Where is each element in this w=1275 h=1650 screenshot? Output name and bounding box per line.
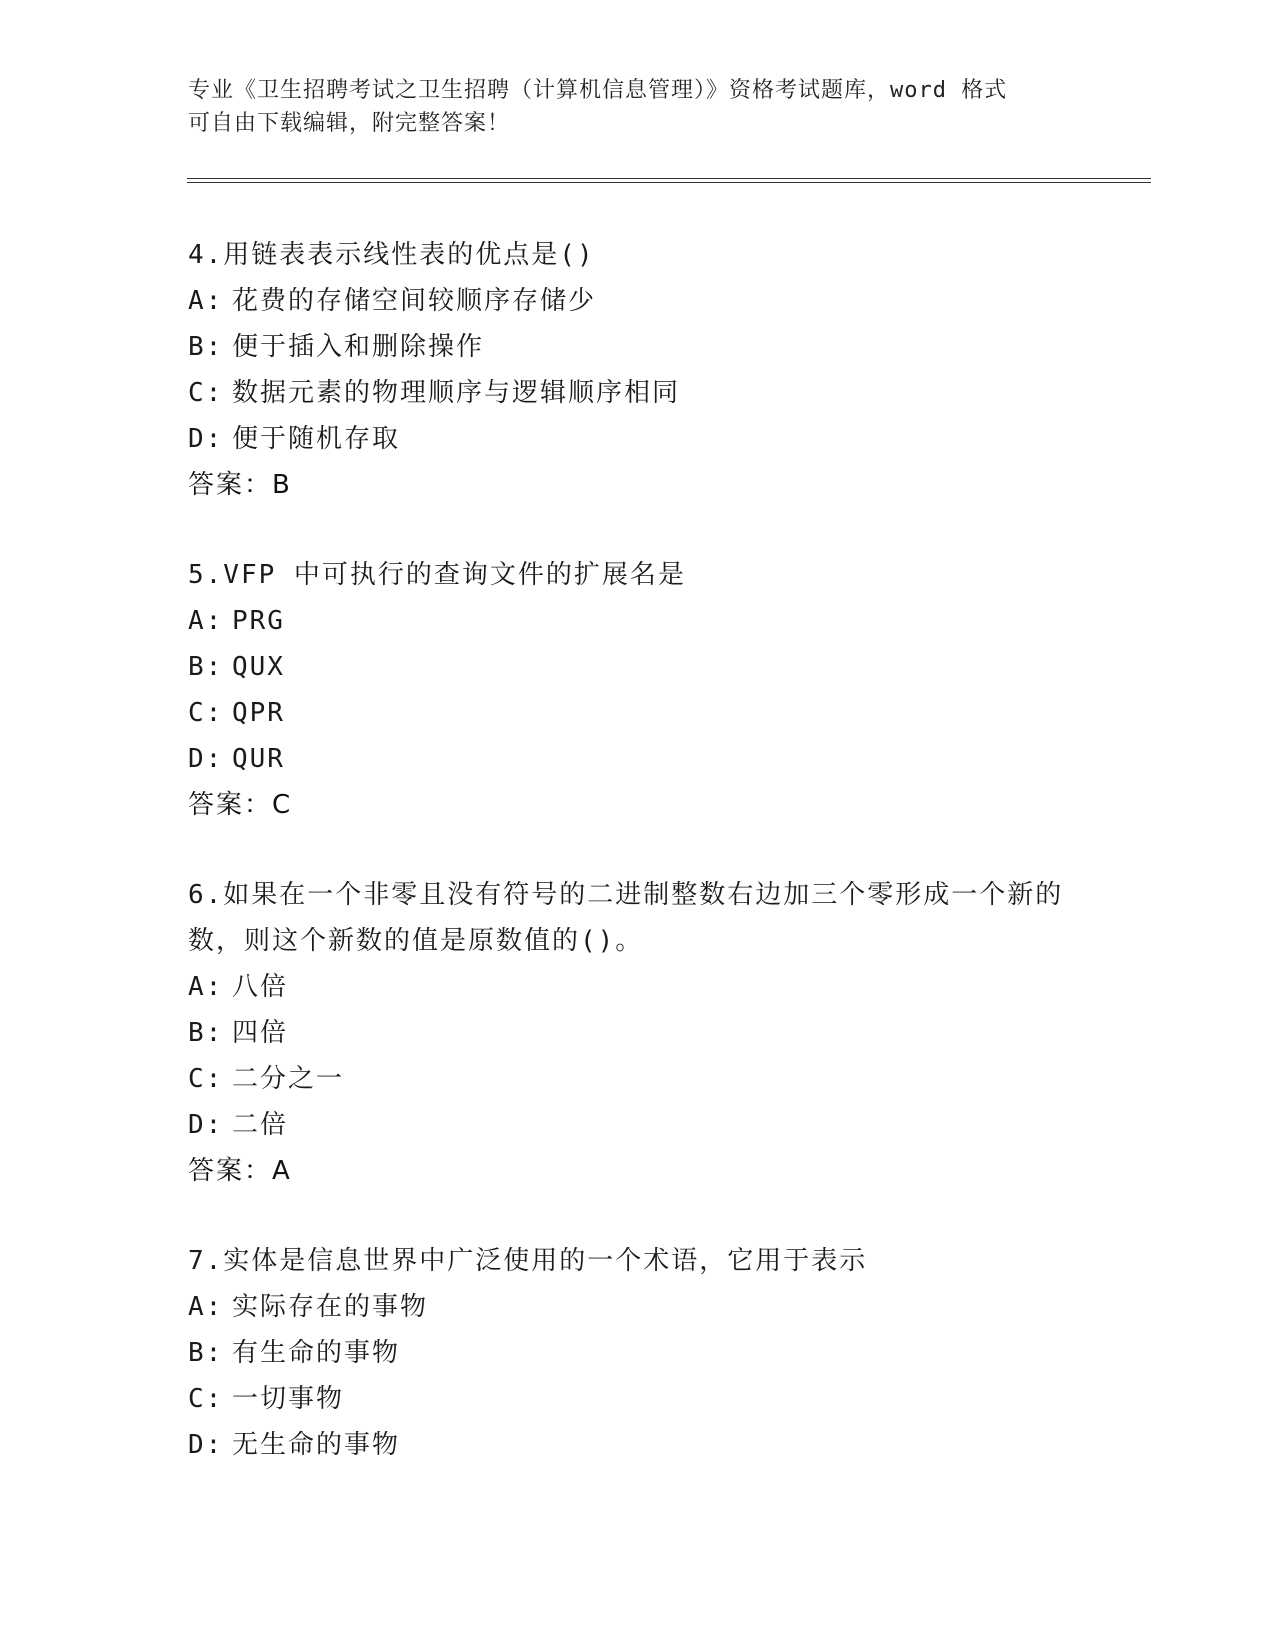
option-letter: D: xyxy=(188,1430,224,1460)
option-c xyxy=(188,690,1088,736)
option-text: 便于插入和删除操作 xyxy=(232,332,485,362)
option-text: 有生命的事物 xyxy=(232,1338,401,1368)
option-d xyxy=(188,1422,1088,1468)
option-letter: A: xyxy=(188,286,224,316)
answer-line: 答案：B xyxy=(188,470,292,500)
question-title: 4.用链表表示线性表的优点是() xyxy=(188,240,595,270)
option-letter: B: xyxy=(188,652,224,682)
option-letter: B: xyxy=(188,332,224,362)
option-text: 二倍 xyxy=(232,1110,289,1140)
option-text: 花费的存储空间较顺序存储少 xyxy=(232,286,597,316)
question-title: 5.VFP 中可执行的查询文件的扩展名是 xyxy=(188,560,686,590)
question-4 xyxy=(188,232,1088,508)
option-text: 数据元素的物理顺序与逻辑顺序相同 xyxy=(232,378,681,408)
option-a xyxy=(188,278,1088,324)
header-divider-bottom xyxy=(187,182,1151,183)
option-letter: A: xyxy=(188,1292,224,1322)
option-a xyxy=(188,1284,1088,1330)
answer-line: 答案：A xyxy=(188,1156,292,1186)
option-letter: D: xyxy=(188,1110,224,1140)
question-6 xyxy=(188,872,1088,1194)
option-text: QPR xyxy=(232,698,285,728)
option-letter: D: xyxy=(188,744,224,774)
option-b xyxy=(188,324,1088,370)
option-letter: D: xyxy=(188,424,224,454)
option-c xyxy=(188,1376,1088,1422)
option-b xyxy=(188,644,1088,690)
option-letter: A: xyxy=(188,606,224,636)
header-line-2: 可自由下载编辑，附完整答案！ xyxy=(188,111,511,136)
option-text: QUX xyxy=(232,652,285,682)
question-5 xyxy=(188,552,1088,828)
option-d xyxy=(188,1102,1088,1148)
option-c xyxy=(188,1056,1088,1102)
option-letter: C: xyxy=(188,1064,224,1094)
question-title: 6.如果在一个非零且没有符号的二进制整数右边加三个零形成一个新的数，则这个新数的值是原数值的()。 xyxy=(188,880,1064,956)
option-a xyxy=(188,598,1088,644)
option-letter: A: xyxy=(188,972,224,1002)
option-text: 一切事物 xyxy=(232,1384,345,1414)
question-7 xyxy=(188,1238,1088,1468)
option-letter: C: xyxy=(188,1384,224,1414)
option-d xyxy=(188,736,1088,782)
option-a xyxy=(188,964,1088,1010)
answer-line: 答案：C xyxy=(188,790,293,820)
option-letter: B: xyxy=(188,1338,224,1368)
option-text: 八倍 xyxy=(232,972,289,1002)
question-title: 7.实体是信息世界中广泛使用的一个术语，它用于表示 xyxy=(188,1246,868,1276)
option-text: 二分之一 xyxy=(232,1064,345,1094)
option-d xyxy=(188,416,1088,462)
header-divider-top xyxy=(187,178,1151,179)
option-b xyxy=(188,1010,1088,1056)
option-text: QUR xyxy=(232,744,285,774)
option-letter: B: xyxy=(188,1018,224,1048)
header-line-1: 专业《卫生招聘考试之卫生招聘（计算机信息管理）》资格考试题库，word 格式 xyxy=(188,78,1008,103)
option-c xyxy=(188,370,1088,416)
option-b xyxy=(188,1330,1088,1376)
option-text: 实际存在的事物 xyxy=(232,1292,429,1322)
option-text: 四倍 xyxy=(232,1018,289,1048)
option-text: 无生命的事物 xyxy=(232,1430,401,1460)
option-text: PRG xyxy=(232,606,285,636)
option-letter: C: xyxy=(188,378,224,408)
option-text: 便于随机存取 xyxy=(232,424,401,454)
question-list xyxy=(188,232,1088,1512)
option-letter: C: xyxy=(188,698,224,728)
document-header xyxy=(188,74,1088,140)
